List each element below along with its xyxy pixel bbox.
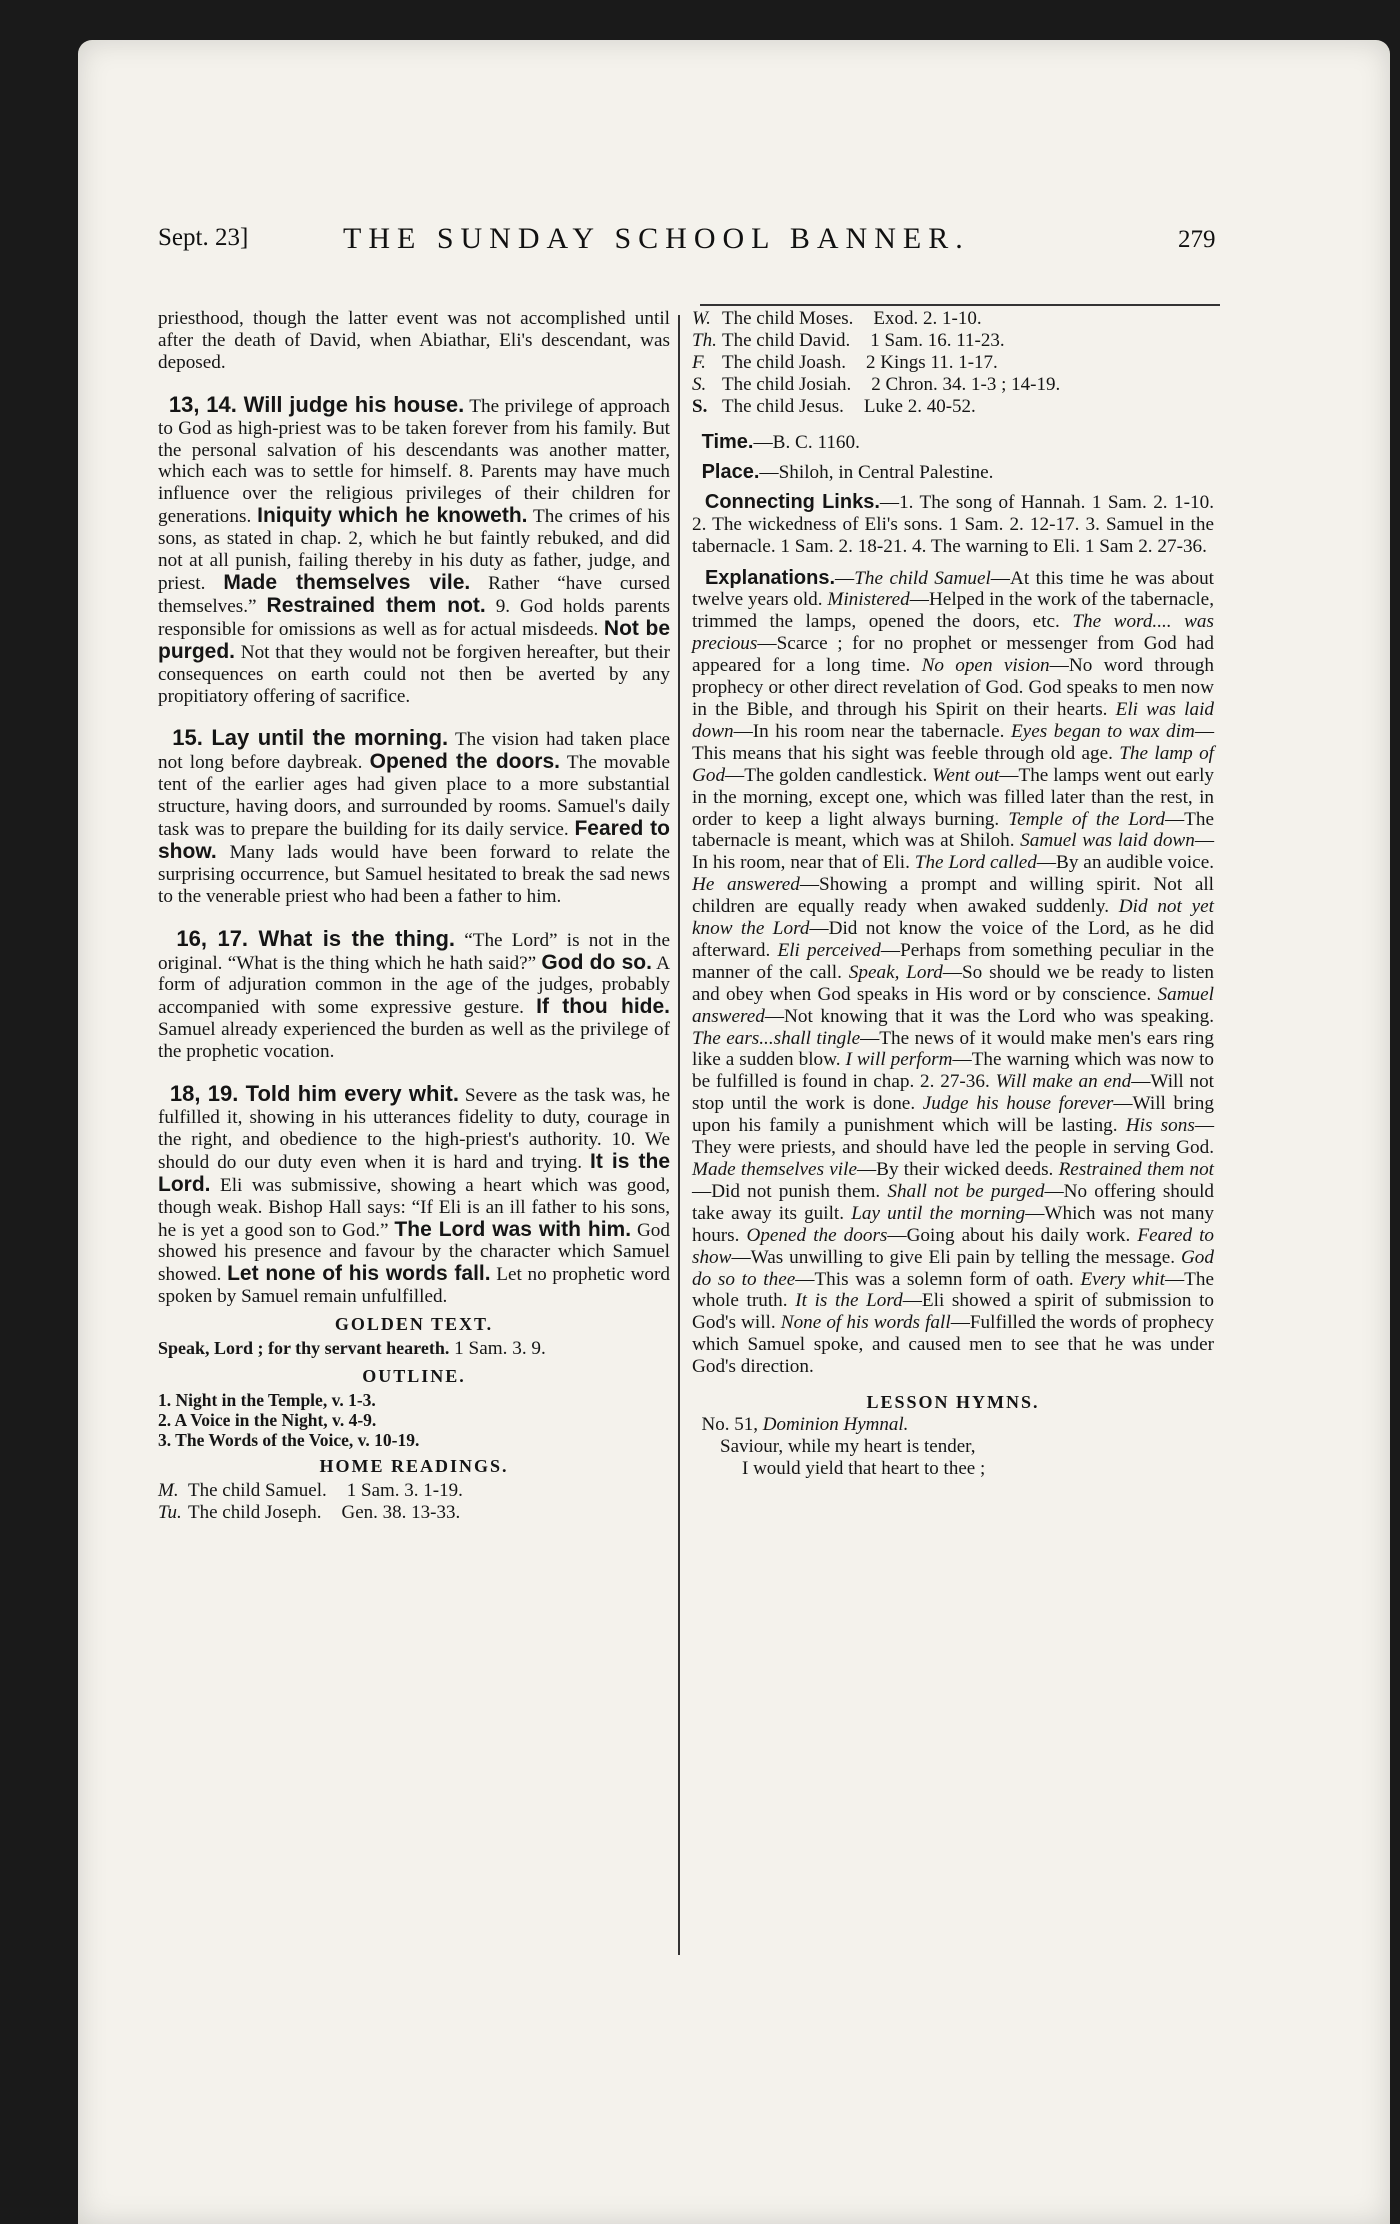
paragraph-16-17: 16, 17. What is the thing. “The Lord” is not in the original. “What is the thing which he hath said?” God do so. A form of adjuration common in the age of the judges, probably accompanied with some expressive gesture. If thou hide. Samuel already experienced the burden as well as the privilege of the prophetic vocation.: [158, 925, 671, 1063]
explanation-text: —In his room, near that of Eli.: [692, 830, 1214, 874]
keyword: Feared to show.: [158, 817, 670, 863]
explanation-text: —This was a solemn form of oath.: [795, 1268, 1081, 1290]
explanation-text: —Fulfilled the words of prophecy which Samuel spoke, and caused men to see that he was under God's direction.: [692, 1312, 1214, 1378]
readings-list: [692, 308, 1214, 418]
explanation-term: Made themselves vile: [692, 1159, 857, 1180]
keyword: If thou hide.: [536, 995, 670, 1019]
explanation-term: Opened the doors: [746, 1224, 888, 1246]
home-readings-heading: HOME READINGS.: [319, 1455, 509, 1476]
explanation-term: None of his words fall: [780, 1312, 951, 1334]
hymn-line: I would yield that heart to thee ;: [742, 1457, 986, 1479]
explanation-term: The word.... was precious: [692, 611, 1214, 655]
reading-row: M. The child Samuel. 1 Sam. 3. 1-19.: [158, 1479, 463, 1501]
explanation-term: Shall not be purged: [887, 1180, 1045, 1202]
paragraph-continued: priesthood, though the latter event was not accomplished until after the death of David, when Abiathar, Eli's descendant, was deposed.: [158, 308, 670, 373]
reading-row: Th. The child David. 1 Sam. 16. 11-23.: [692, 330, 1005, 351]
keyword: Opened the doors.: [369, 750, 560, 774]
column-rule: [678, 315, 680, 1955]
connecting-links: Connecting Links.—1. The song of Hannah. 1 Sam. 2. 1-10. 2. The wickedness of Eli's sons. 1 Sam. 2. 12-17. 3. Samuel in the tabernacle. 1 Sam. 2. 18-21. 4. The warning to Eli. 1 Sam 2. 27-36.: [692, 490, 1215, 557]
explanation-text: —Helped in the work of the tabernacle, trimmed the lamps, opened the doors, etc.: [692, 589, 1214, 633]
keyword: Restrained them not.: [266, 593, 486, 617]
page-number: 279: [1178, 226, 1216, 253]
explanation-text: —By their wicked deeds.: [856, 1159, 1059, 1180]
outline-heading: OUTLINE.: [362, 1365, 466, 1386]
explanation-text: —The golden candlestick.: [725, 764, 933, 786]
reading-row: S. The child Josiah. 2 Chron. 34. 1-3 ; 14-19.: [692, 374, 1061, 395]
explanation-text: —Which was not many hours.: [692, 1202, 1215, 1246]
hymn-number: No. 51, Dominion Hymnal.: [701, 1413, 909, 1435]
outline-item: 3. The Words of the Voice, v. 10-19.: [158, 1429, 420, 1450]
explanation-text: —No word through prophecy or other direct revelation of God. God speaks to men now in the Bible, and through his Spirit on their hearts.: [692, 655, 1214, 720]
explanation-term: Went out: [932, 764, 1000, 786]
reading-row: W. The child Moses. Exod. 2. 1-10.: [692, 308, 982, 329]
explanation-text: —Was unwilling to give Eli pain by telling the message.: [731, 1246, 1181, 1268]
keyword: Let none of his words fall.: [227, 1262, 491, 1286]
explanation-text: —Not knowing that it was the Lord who was speaking.: [764, 1005, 1214, 1027]
explanation-term: The ears...shall tingle: [692, 1027, 861, 1049]
keyword: Not be purged.: [158, 616, 671, 663]
explanation-text: —No offering should take away its guilt.: [692, 1180, 1215, 1224]
explanation-text: —The whole truth.: [692, 1268, 1214, 1312]
explanation-term: It is the Lord: [795, 1290, 903, 1312]
explanation-text: —The tabernacle is meant, which was at Shiloh.: [692, 808, 1215, 852]
explanation-text: —The lamps went out early in the morning, except one, which was filled later than the rest, in order to keep a light always burning.: [692, 764, 1214, 830]
golden-text: Speak, Lord ; for thy servant heareth. 1 Sam. 3. 9.: [158, 1338, 546, 1360]
explanation-text: —The warning which was now to be fulfilled is found in chap. 2. 27-36.: [692, 1049, 1215, 1093]
explanation-term: No open vision: [921, 655, 1050, 677]
explanation-text: —By an audible voice.: [1036, 852, 1215, 874]
explanation-text: —The news of it would make men's ears ring like a sudden blow.: [692, 1027, 1214, 1071]
keyword: The Lord was with him.: [394, 1217, 632, 1241]
explanation-term: Ministered: [827, 589, 910, 611]
explanation-term: Speak, Lord: [848, 961, 943, 983]
explanation-term: Eli perceived: [777, 939, 881, 961]
paragraph-13-14: 13, 14. Will judge his house. The privilege of approach to God as high-priest was to be taken forever from his family. But the personal salvation of his descendants was another matter, which each was to settle for himself. 8. Parents may have much influence over the religious privileges of their children for generations. Iniquity which he knoweth. The crimes of his sons, as stated in chap. 2, which he but faintly rebuked, and did not at all punish, failing thereby in his duty as father, judge, and priest. Made themselves vile. Rather “have cursed themselves.” Restrained them not. 9. God holds parents responsible for omissions as well as for actual misdeeds. Not be purged. Not that they would not be forgiven hereafter, but their consequences on earth could not then be averted by any propitiatory offering of sacrifice.: [158, 391, 671, 707]
paragraph-15: 15. Lay until the morning. The vision had taken place not long before daybreak. Opened the doors. The movable tent of the earlier ages had given place to a more substantial structure, having doors, and surrounded by rooms. Samuel's daily task was to prepare the building for its daily service. Feared to show. Many lads would have been forward to relate the surprising occurrence, but Samuel hesitated to break the sad news to the venerable priest who had been a father to him.: [158, 725, 670, 907]
keyword: Iniquity which he knoweth.: [257, 504, 528, 528]
explanation-term: God do so to thee: [692, 1246, 1214, 1290]
reading-row: F. The child Joash. 2 Kings 11. 1-17.: [692, 352, 998, 373]
explanation-text: —They were priests, and should have led the people in serving God.: [692, 1115, 1214, 1159]
golden-text-heading: GOLDEN TEXT.: [334, 1314, 494, 1335]
header-date: Sept. 23]: [158, 224, 249, 251]
verse-lead: 15. Lay until the morning.: [172, 725, 449, 751]
explanation-text: —Showing a prompt and willing spirit. Not all children are equally ready when awaked suddenly.: [692, 874, 1214, 918]
header-title: THE SUNDAY SCHOOL BANNER.: [343, 222, 970, 255]
explanation-text: —Eli showed a spirit of submission to God's will.: [692, 1290, 1214, 1334]
page-header: [158, 222, 1238, 266]
verse-lead: 16, 17. What is the thing.: [176, 925, 456, 951]
outline-item: 1. Night in the Temple, v. 1-3.: [158, 1389, 376, 1410]
explanation-text: —Did not punish them.: [692, 1180, 888, 1202]
explanation-text: —In his room near the tabernacle.: [733, 720, 1011, 742]
explanation-term: Samuel was laid down: [1020, 830, 1195, 852]
explanation-term: He answered: [692, 874, 800, 896]
hymn-line: Saviour, while my heart is tender,: [720, 1435, 976, 1457]
lesson-hymns-heading: LESSON HYMNS.: [866, 1392, 1040, 1413]
keyword: Made themselves vile.: [223, 570, 471, 594]
explanations: Explanations.—The child Samuel—At this time he was about twelve years old. Ministered—Helped in the work of the tabernacle, trimmed the lamps, opened the doors, etc. The word.... was precious—Scarce ; for no prophet or messenger from God had appeared for a long time. No open vision—No word through prophecy or other direct revelation of God. God speaks to men now in the Bible, and through his Spirit on their hearts. Eli was laid down—In his room near the tabernacle. Eyes began to wax dim—This means that his sight was feeble through old age. The lamp of God—The golden candlestick. Went out—The lamps went out early in the morning, except one, which was filled later than the rest, in order to keep a light always burning. Temple of the Lord—The tabernacle is meant, which was at Shiloh. Samuel was laid down—In his room, near that of Eli. The Lord called—By an audible voice. He answered—Showing a prompt and willing spirit. Not all children are equally ready when awaked suddenly. Did not yet know the Lord—Did not know the voice of the Lord, as he did afterward. Eli perceived—Perhaps from something peculiar in the manner of the call. Speak, Lord—So should we be ready to listen and obey when God speaks in His word or by conscience. Samuel answered—Not knowing that it was the Lord who was speaking. The ears...shall tingle—The news of it would make men's ears ring like a sudden blow. I will perform—The warning which was now to be fulfilled is found in chap. 2. 27-36. Will make an end—Will not stop until the work is done. Judge his house forever—Will bring upon his family a punishment which will be lasting. His sons—They were priests, and should have led the people in serving God. Made themselves vile—By their wicked deeds. Restrained them not—Did not punish them. Shall not be purged—No offering should take away its guilt. Lay until the morning—Which was not many hours. Opened the doors—Going about his daily work. Feared to show—Was unwilling to give Eli pain by telling the message. God do so to thee—This was a solemn form of oath. Every whit—The whole truth. It is the Lord—Eli showed a spirit of submission to God's will. None of his words fall—Fulfilled the words of prophecy which Samuel spoke, and caused men to see that he was under God's direction.: [692, 566, 1215, 1378]
explanation-term: Restrained them not: [1058, 1159, 1215, 1180]
explanation-text: —: [835, 567, 855, 589]
explanation-text: —Going about his daily work.: [887, 1224, 1138, 1246]
explanation-term: His sons: [1125, 1115, 1195, 1137]
outline-item: 2. A Voice in the Night, v. 4-9.: [158, 1409, 377, 1430]
explanation-term: Samuel answered: [692, 983, 1214, 1027]
explanation-term: Every whit: [1080, 1268, 1165, 1290]
reading-row: S. The child Jesus. Luke 2. 40-52.: [692, 396, 976, 417]
verse-lead: 18, 19. Told him every whit.: [169, 1081, 459, 1107]
reading-row: Tu. The child Joseph. Gen. 38. 13-33.: [158, 1501, 461, 1523]
keyword: God do so.: [541, 950, 652, 974]
explanation-text: —Scarce ; for no prophet or messenger from God had appeared for a long time.: [692, 633, 1214, 677]
keyword: It is the Lord.: [158, 1149, 671, 1196]
explanation-term: The lamp of God: [692, 742, 1214, 786]
right-column: [692, 308, 1214, 1480]
explanation-term: Eyes began to wax dim: [1010, 720, 1195, 742]
explanation-text: —At this time he was about twelve years old.: [692, 567, 1214, 611]
left-column: [158, 308, 670, 1524]
explanation-text: —So should we be ready to listen and obey when God speaks in His word or by conscience.: [692, 961, 1215, 1005]
time-line: Time.—B. C. 1160.: [701, 431, 860, 453]
explanation-term: I will perform: [845, 1049, 953, 1071]
explanation-term: The Lord called: [914, 852, 1037, 874]
explanation-term: Did not yet know the Lord: [692, 896, 1214, 940]
top-rule: [700, 304, 1220, 306]
explanation-term: Lay until the morning: [851, 1202, 1026, 1224]
explanation-term: Temple of the Lord: [1008, 808, 1165, 830]
paragraph-18-19: 18, 19. Told him every whit. Severe as the task was, he fulfilled it, showing in his utterances fidelity to duty, courage in the right, and obedience to the high-priest's authority. 10. We should do our duty even when it is hard and trying. It is the Lord. Eli was submissive, showing a heart which was good, though weak. Bishop Hall says: “If Eli is an ill father to his sons, he is yet a good son to God.” The Lord was with him. God showed his presence and favour by the character which Samuel showed. Let none of his words fall. Let no prophetic word spoken by Samuel remain unfulfilled.: [158, 1081, 671, 1308]
explanation-term: Will make an end: [995, 1071, 1132, 1093]
verse-lead: 13, 14. Will judge his house.: [168, 391, 465, 417]
explanation-term: Judge his house forever: [922, 1093, 1114, 1115]
explanation-term: The child Samuel: [854, 567, 991, 589]
explanation-text: —Will not stop until the work is done.: [692, 1071, 1215, 1115]
explanation-text: —Did not know the voice of the Lord, as he did afterward.: [692, 918, 1214, 961]
explanation-text: —Perhaps from something peculiar in the manner of the call.: [692, 939, 1214, 983]
place-line: Place.—Shiloh, in Central Palestine.: [701, 460, 994, 483]
explanation-term: Eli was laid down: [692, 698, 1214, 742]
explanation-text: —This means that his sight was feeble through old age.: [692, 720, 1215, 764]
explanation-text: —Will bring upon his family a punishment which will be lasting.: [692, 1093, 1214, 1137]
explanation-term: Feared to show: [692, 1224, 1215, 1268]
